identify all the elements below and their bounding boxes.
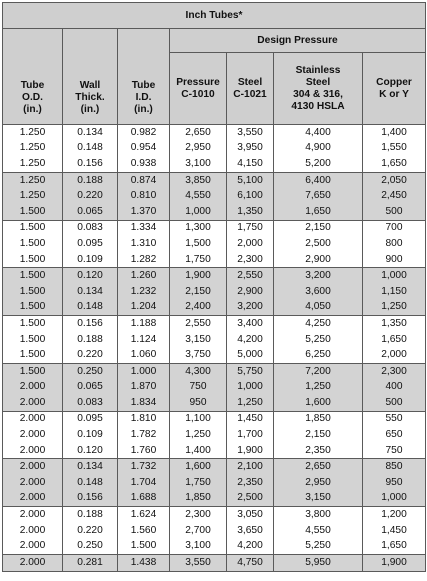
copper-cell: 1,400 — [363, 125, 426, 141]
tube-od-cell: 1.250 — [3, 141, 63, 157]
copper-cell: 950 — [363, 475, 426, 491]
steel-c1021-header — [227, 53, 274, 125]
inch-tubes-table-container — [2, 2, 426, 572]
copper-cell: 1,000 — [363, 491, 426, 507]
pressure-c1010-cell: 3,100 — [170, 538, 227, 554]
copper-header — [363, 53, 426, 125]
stainless-steel-cell: 3,800 — [274, 507, 363, 523]
pressure-c1010-cell: 750 — [170, 380, 227, 396]
stainless-steel-cell: 2,350 — [274, 443, 363, 459]
tube-od-cell: 1.250 — [3, 188, 63, 204]
pressure-c1010-cell: 1,750 — [170, 252, 227, 268]
pressure-c1010-cell: 1,000 — [170, 204, 227, 220]
wall-thickness-cell: 0.120 — [63, 268, 118, 284]
stainless-steel-cell: 5,250 — [274, 332, 363, 348]
steel-c1021-cell: 4,150 — [227, 156, 274, 172]
pressure-c1010-cell: 1,750 — [170, 475, 227, 491]
tube-od-cell: 1.500 — [3, 204, 63, 220]
tube-id-cell: 1.060 — [118, 347, 170, 363]
tube-id-cell: 0.982 — [118, 125, 170, 141]
table-row — [3, 555, 426, 572]
copper-cell: 650 — [363, 427, 426, 443]
tube-od-cell: 1.250 — [3, 172, 63, 188]
table-row — [3, 316, 426, 332]
pressure-c1010-cell: 2,400 — [170, 300, 227, 316]
copper-cell: 1,350 — [363, 316, 426, 332]
pressure-c1010-cell: 2,550 — [170, 316, 227, 332]
wall-thickness-cell: 0.148 — [63, 141, 118, 157]
wall-thickness-cell: 0.109 — [63, 252, 118, 268]
copper-header-line: Copper — [376, 76, 412, 88]
tube-od-cell: 2.000 — [3, 491, 63, 507]
tube-id-cell: 1.500 — [118, 538, 170, 554]
copper-cell: 1,250 — [363, 300, 426, 316]
pressure-c1010-cell: 2,300 — [170, 507, 227, 523]
pressure-c1010-header — [170, 53, 227, 125]
pressure-c1010-cell: 1,300 — [170, 220, 227, 236]
copper-cell: 2,050 — [363, 172, 426, 188]
pressure-c1010-cell: 3,750 — [170, 347, 227, 363]
steel-c1021-cell: 2,000 — [227, 236, 274, 252]
steel-c1021-cell: 4,200 — [227, 538, 274, 554]
wall-thickness-cell: 0.250 — [63, 363, 118, 379]
wall-thickness-cell: 0.083 — [63, 220, 118, 236]
tube-od-cell: 2.000 — [3, 475, 63, 491]
pressure-c1010-cell: 4,300 — [170, 363, 227, 379]
copper-cell: 1,650 — [363, 156, 426, 172]
stainless-steel-cell: 1,650 — [274, 204, 363, 220]
tube-od-cell: 1.500 — [3, 236, 63, 252]
pressure-c1010-cell: 1,850 — [170, 491, 227, 507]
wall-thickness-cell: 0.156 — [63, 491, 118, 507]
wall-thickness-cell: 0.083 — [63, 395, 118, 411]
steel-c1021-cell: 3,400 — [227, 316, 274, 332]
pressure-c1010-cell: 950 — [170, 395, 227, 411]
table-row — [3, 395, 426, 411]
table-row — [3, 172, 426, 188]
wall-thickness-cell: 0.095 — [63, 411, 118, 427]
steel-c1021-cell: 5,100 — [227, 172, 274, 188]
stainless-steel-cell: 2,900 — [274, 252, 363, 268]
steel-c1021-cell: 1,700 — [227, 427, 274, 443]
tube-od-cell: 2.000 — [3, 459, 63, 475]
stainless-steel-header — [274, 53, 363, 125]
tube-od-cell: 2.000 — [3, 507, 63, 523]
inch-tubes-table — [2, 2, 426, 572]
wall-thickness-cell: 0.095 — [63, 236, 118, 252]
tube-od-cell: 1.500 — [3, 332, 63, 348]
stainless-steel-cell: 7,200 — [274, 363, 363, 379]
wall-thickness-cell: 0.109 — [63, 427, 118, 443]
copper-cell: 900 — [363, 252, 426, 268]
tube-od-cell: 2.000 — [3, 395, 63, 411]
table-row — [3, 156, 426, 172]
stainless-steel-cell: 5,250 — [274, 538, 363, 554]
stainless-steel-cell: 2,950 — [274, 475, 363, 491]
copper-cell: 1,900 — [363, 555, 426, 572]
tube-id-cell: 0.938 — [118, 156, 170, 172]
wall-thickness-cell: 0.220 — [63, 523, 118, 539]
tube-id-cell: 1.834 — [118, 395, 170, 411]
stainless-steel-cell: 2,650 — [274, 459, 363, 475]
copper-cell: 1,000 — [363, 268, 426, 284]
pressure-c1010-header-line: C-1010 — [181, 88, 215, 100]
stainless-steel-cell: 4,400 — [274, 125, 363, 141]
steel-c1021-cell: 3,050 — [227, 507, 274, 523]
wall-thickness-cell: 0.188 — [63, 172, 118, 188]
pressure-c1010-cell: 3,100 — [170, 156, 227, 172]
steel-c1021-cell: 2,500 — [227, 491, 274, 507]
tube-id-header-line: I.D. — [135, 92, 152, 103]
wall-thickness-header — [63, 29, 118, 125]
table-row — [3, 284, 426, 300]
wall-thickness-cell: 0.188 — [63, 507, 118, 523]
tube-od-header-line: Tube — [20, 80, 45, 91]
tube-od-cell: 1.500 — [3, 347, 63, 363]
wall-thickness-cell: 0.220 — [63, 347, 118, 363]
tube-id-cell: 0.810 — [118, 188, 170, 204]
steel-c1021-cell: 6,100 — [227, 188, 274, 204]
pressure-c1010-cell: 2,950 — [170, 141, 227, 157]
tube-id-cell: 1.782 — [118, 427, 170, 443]
tube-id-cell: 1.370 — [118, 204, 170, 220]
pressure-c1010-cell: 4,550 — [170, 188, 227, 204]
table-row — [3, 411, 426, 427]
tube-id-cell: 1.438 — [118, 555, 170, 572]
pressure-c1010-cell: 3,550 — [170, 555, 227, 572]
tube-od-cell: 1.500 — [3, 284, 63, 300]
copper-cell: 1,450 — [363, 523, 426, 539]
copper-header-line: K or Y — [379, 88, 409, 100]
tube-id-cell: 1.334 — [118, 220, 170, 236]
tube-od-cell: 2.000 — [3, 427, 63, 443]
tube-id-cell: 1.000 — [118, 363, 170, 379]
tube-od-cell: 2.000 — [3, 443, 63, 459]
stainless-steel-cell: 6,400 — [274, 172, 363, 188]
tube-od-cell: 2.000 — [3, 555, 63, 572]
steel-c1021-cell: 2,350 — [227, 475, 274, 491]
steel-c1021-cell: 2,100 — [227, 459, 274, 475]
pressure-c1010-cell: 2,150 — [170, 284, 227, 300]
stainless-steel-cell: 7,650 — [274, 188, 363, 204]
stainless-steel-cell: 4,900 — [274, 141, 363, 157]
copper-cell: 550 — [363, 411, 426, 427]
steel-c1021-cell: 4,750 — [227, 555, 274, 572]
steel-c1021-cell: 1,250 — [227, 395, 274, 411]
stainless-steel-cell: 2,150 — [274, 220, 363, 236]
wall-thickness-cell: 0.148 — [63, 475, 118, 491]
wall-thickness-cell: 0.188 — [63, 332, 118, 348]
table-row — [3, 475, 426, 491]
copper-cell: 700 — [363, 220, 426, 236]
tube-od-cell: 1.500 — [3, 220, 63, 236]
copper-cell: 1,650 — [363, 332, 426, 348]
tube-id-cell: 1.260 — [118, 268, 170, 284]
tube-id-cell: 0.874 — [118, 172, 170, 188]
copper-cell: 850 — [363, 459, 426, 475]
table-header — [3, 3, 426, 125]
steel-c1021-cell: 4,200 — [227, 332, 274, 348]
table-row — [3, 188, 426, 204]
steel-c1021-cell: 5,000 — [227, 347, 274, 363]
tube-id-cell: 1.688 — [118, 491, 170, 507]
pressure-c1010-cell: 3,150 — [170, 332, 227, 348]
stainless-steel-cell: 3,150 — [274, 491, 363, 507]
table-row — [3, 220, 426, 236]
table-row — [3, 491, 426, 507]
stainless-steel-cell: 1,250 — [274, 380, 363, 396]
stainless-steel-header-line: 4130 HSLA — [291, 100, 345, 112]
tube-id-cell: 1.870 — [118, 380, 170, 396]
table-row — [3, 427, 426, 443]
steel-c1021-cell: 3,550 — [227, 125, 274, 141]
tube-id-header — [118, 29, 170, 125]
steel-c1021-cell: 2,300 — [227, 252, 274, 268]
copper-cell: 400 — [363, 380, 426, 396]
tube-od-cell: 1.500 — [3, 268, 63, 284]
tube-id-cell: 1.624 — [118, 507, 170, 523]
tube-id-cell: 1.188 — [118, 316, 170, 332]
stainless-steel-cell: 4,050 — [274, 300, 363, 316]
table-row — [3, 507, 426, 523]
stainless-steel-cell: 2,150 — [274, 427, 363, 443]
pressure-c1010-cell: 3,850 — [170, 172, 227, 188]
tube-id-cell: 1.204 — [118, 300, 170, 316]
wall-thickness-cell: 0.281 — [63, 555, 118, 572]
stainless-steel-cell: 1,850 — [274, 411, 363, 427]
pressure-c1010-cell: 1,250 — [170, 427, 227, 443]
stainless-steel-cell: 3,600 — [274, 284, 363, 300]
tube-id-cell: 1.560 — [118, 523, 170, 539]
stainless-steel-cell: 4,550 — [274, 523, 363, 539]
table-row — [3, 236, 426, 252]
stainless-steel-header-line: Stainless — [295, 64, 341, 76]
copper-cell: 1,200 — [363, 507, 426, 523]
stainless-steel-cell: 6,250 — [274, 347, 363, 363]
copper-cell: 2,300 — [363, 363, 426, 379]
steel-c1021-cell: 3,650 — [227, 523, 274, 539]
pressure-c1010-cell: 2,700 — [170, 523, 227, 539]
table-row — [3, 252, 426, 268]
steel-c1021-cell: 5,750 — [227, 363, 274, 379]
steel-c1021-cell: 2,900 — [227, 284, 274, 300]
stainless-steel-cell: 5,200 — [274, 156, 363, 172]
pressure-c1010-cell: 2,650 — [170, 125, 227, 141]
steel-c1021-cell: 1,000 — [227, 380, 274, 396]
table-row — [3, 300, 426, 316]
table-row — [3, 443, 426, 459]
tube-od-cell: 1.500 — [3, 316, 63, 332]
wall-thickness-header-line: (in.) — [80, 104, 100, 115]
tube-od-cell: 1.250 — [3, 156, 63, 172]
wall-thickness-cell: 0.156 — [63, 316, 118, 332]
steel-c1021-header-line: C-1021 — [233, 88, 267, 100]
copper-cell: 750 — [363, 443, 426, 459]
table-row — [3, 380, 426, 396]
tube-id-cell: 1.732 — [118, 459, 170, 475]
tube-od-cell: 2.000 — [3, 411, 63, 427]
steel-c1021-cell: 3,200 — [227, 300, 274, 316]
copper-cell: 2,000 — [363, 347, 426, 363]
steel-c1021-cell: 3,950 — [227, 141, 274, 157]
table-row — [3, 347, 426, 363]
stainless-steel-cell: 5,950 — [274, 555, 363, 572]
wall-thickness-cell: 0.065 — [63, 380, 118, 396]
steel-c1021-cell: 1,900 — [227, 443, 274, 459]
wall-thickness-header-line: Wall — [79, 80, 101, 91]
copper-cell: 2,450 — [363, 188, 426, 204]
tube-od-cell: 1.500 — [3, 252, 63, 268]
copper-cell: 1,650 — [363, 538, 426, 554]
copper-cell: 800 — [363, 236, 426, 252]
tube-id-cell: 1.704 — [118, 475, 170, 491]
wall-thickness-header-line: Thick. — [75, 92, 105, 103]
stainless-steel-cell: 2,500 — [274, 236, 363, 252]
wall-thickness-cell: 0.134 — [63, 125, 118, 141]
steel-c1021-header-line: Steel — [237, 76, 263, 88]
wall-thickness-cell: 0.156 — [63, 156, 118, 172]
table-row — [3, 523, 426, 539]
table-row — [3, 268, 426, 284]
table-row — [3, 332, 426, 348]
pressure-c1010-cell: 1,500 — [170, 236, 227, 252]
steel-c1021-cell: 1,350 — [227, 204, 274, 220]
tube-od-cell: 1.250 — [3, 125, 63, 141]
tube-id-cell: 1.232 — [118, 284, 170, 300]
steel-c1021-cell: 2,550 — [227, 268, 274, 284]
wall-thickness-cell: 0.250 — [63, 538, 118, 554]
tube-id-cell: 1.760 — [118, 443, 170, 459]
pressure-c1010-cell: 1,900 — [170, 268, 227, 284]
wall-thickness-cell: 0.220 — [63, 188, 118, 204]
wall-thickness-cell: 0.148 — [63, 300, 118, 316]
stainless-steel-cell: 3,200 — [274, 268, 363, 284]
table-body — [3, 125, 426, 572]
wall-thickness-cell: 0.120 — [63, 443, 118, 459]
tube-id-header-line: (in.) — [134, 104, 153, 115]
pressure-c1010-cell: 1,400 — [170, 443, 227, 459]
table-row — [3, 125, 426, 141]
pressure-c1010-cell: 1,100 — [170, 411, 227, 427]
steel-c1021-cell: 1,450 — [227, 411, 274, 427]
stainless-steel-cell: 4,250 — [274, 316, 363, 332]
tube-od-cell: 2.000 — [3, 380, 63, 396]
tube-id-cell: 1.282 — [118, 252, 170, 268]
wall-thickness-cell: 0.065 — [63, 204, 118, 220]
tube-id-cell: 1.810 — [118, 411, 170, 427]
tube-od-header — [3, 29, 63, 125]
copper-cell: 1,550 — [363, 141, 426, 157]
stainless-steel-header-line: 304 & 316, — [293, 88, 343, 100]
tube-od-cell: 1.500 — [3, 300, 63, 316]
copper-cell: 1,150 — [363, 284, 426, 300]
stainless-steel-cell: 1,600 — [274, 395, 363, 411]
tube-od-header-line: O.D. — [22, 92, 43, 103]
tube-id-cell: 0.954 — [118, 141, 170, 157]
stainless-steel-header-line: Steel — [305, 76, 331, 88]
copper-cell: 500 — [363, 395, 426, 411]
tube-id-cell: 1.124 — [118, 332, 170, 348]
tube-od-cell: 2.000 — [3, 538, 63, 554]
design-pressure-header: Design Pressure — [170, 29, 426, 53]
table-title: Inch Tubes* — [3, 3, 426, 29]
tube-od-cell: 1.500 — [3, 363, 63, 379]
table-row — [3, 538, 426, 554]
table-row — [3, 204, 426, 220]
pressure-c1010-header-line: Pressure — [176, 76, 220, 88]
tube-od-cell: 2.000 — [3, 523, 63, 539]
tube-id-cell: 1.310 — [118, 236, 170, 252]
tube-od-header-line: (in.) — [23, 104, 42, 115]
table-row — [3, 459, 426, 475]
table-row — [3, 141, 426, 157]
wall-thickness-cell: 0.134 — [63, 284, 118, 300]
copper-cell: 500 — [363, 204, 426, 220]
pressure-c1010-cell: 1,600 — [170, 459, 227, 475]
tube-id-header-line: Tube — [131, 80, 156, 91]
steel-c1021-cell: 1,750 — [227, 220, 274, 236]
wall-thickness-cell: 0.134 — [63, 459, 118, 475]
table-row — [3, 363, 426, 379]
